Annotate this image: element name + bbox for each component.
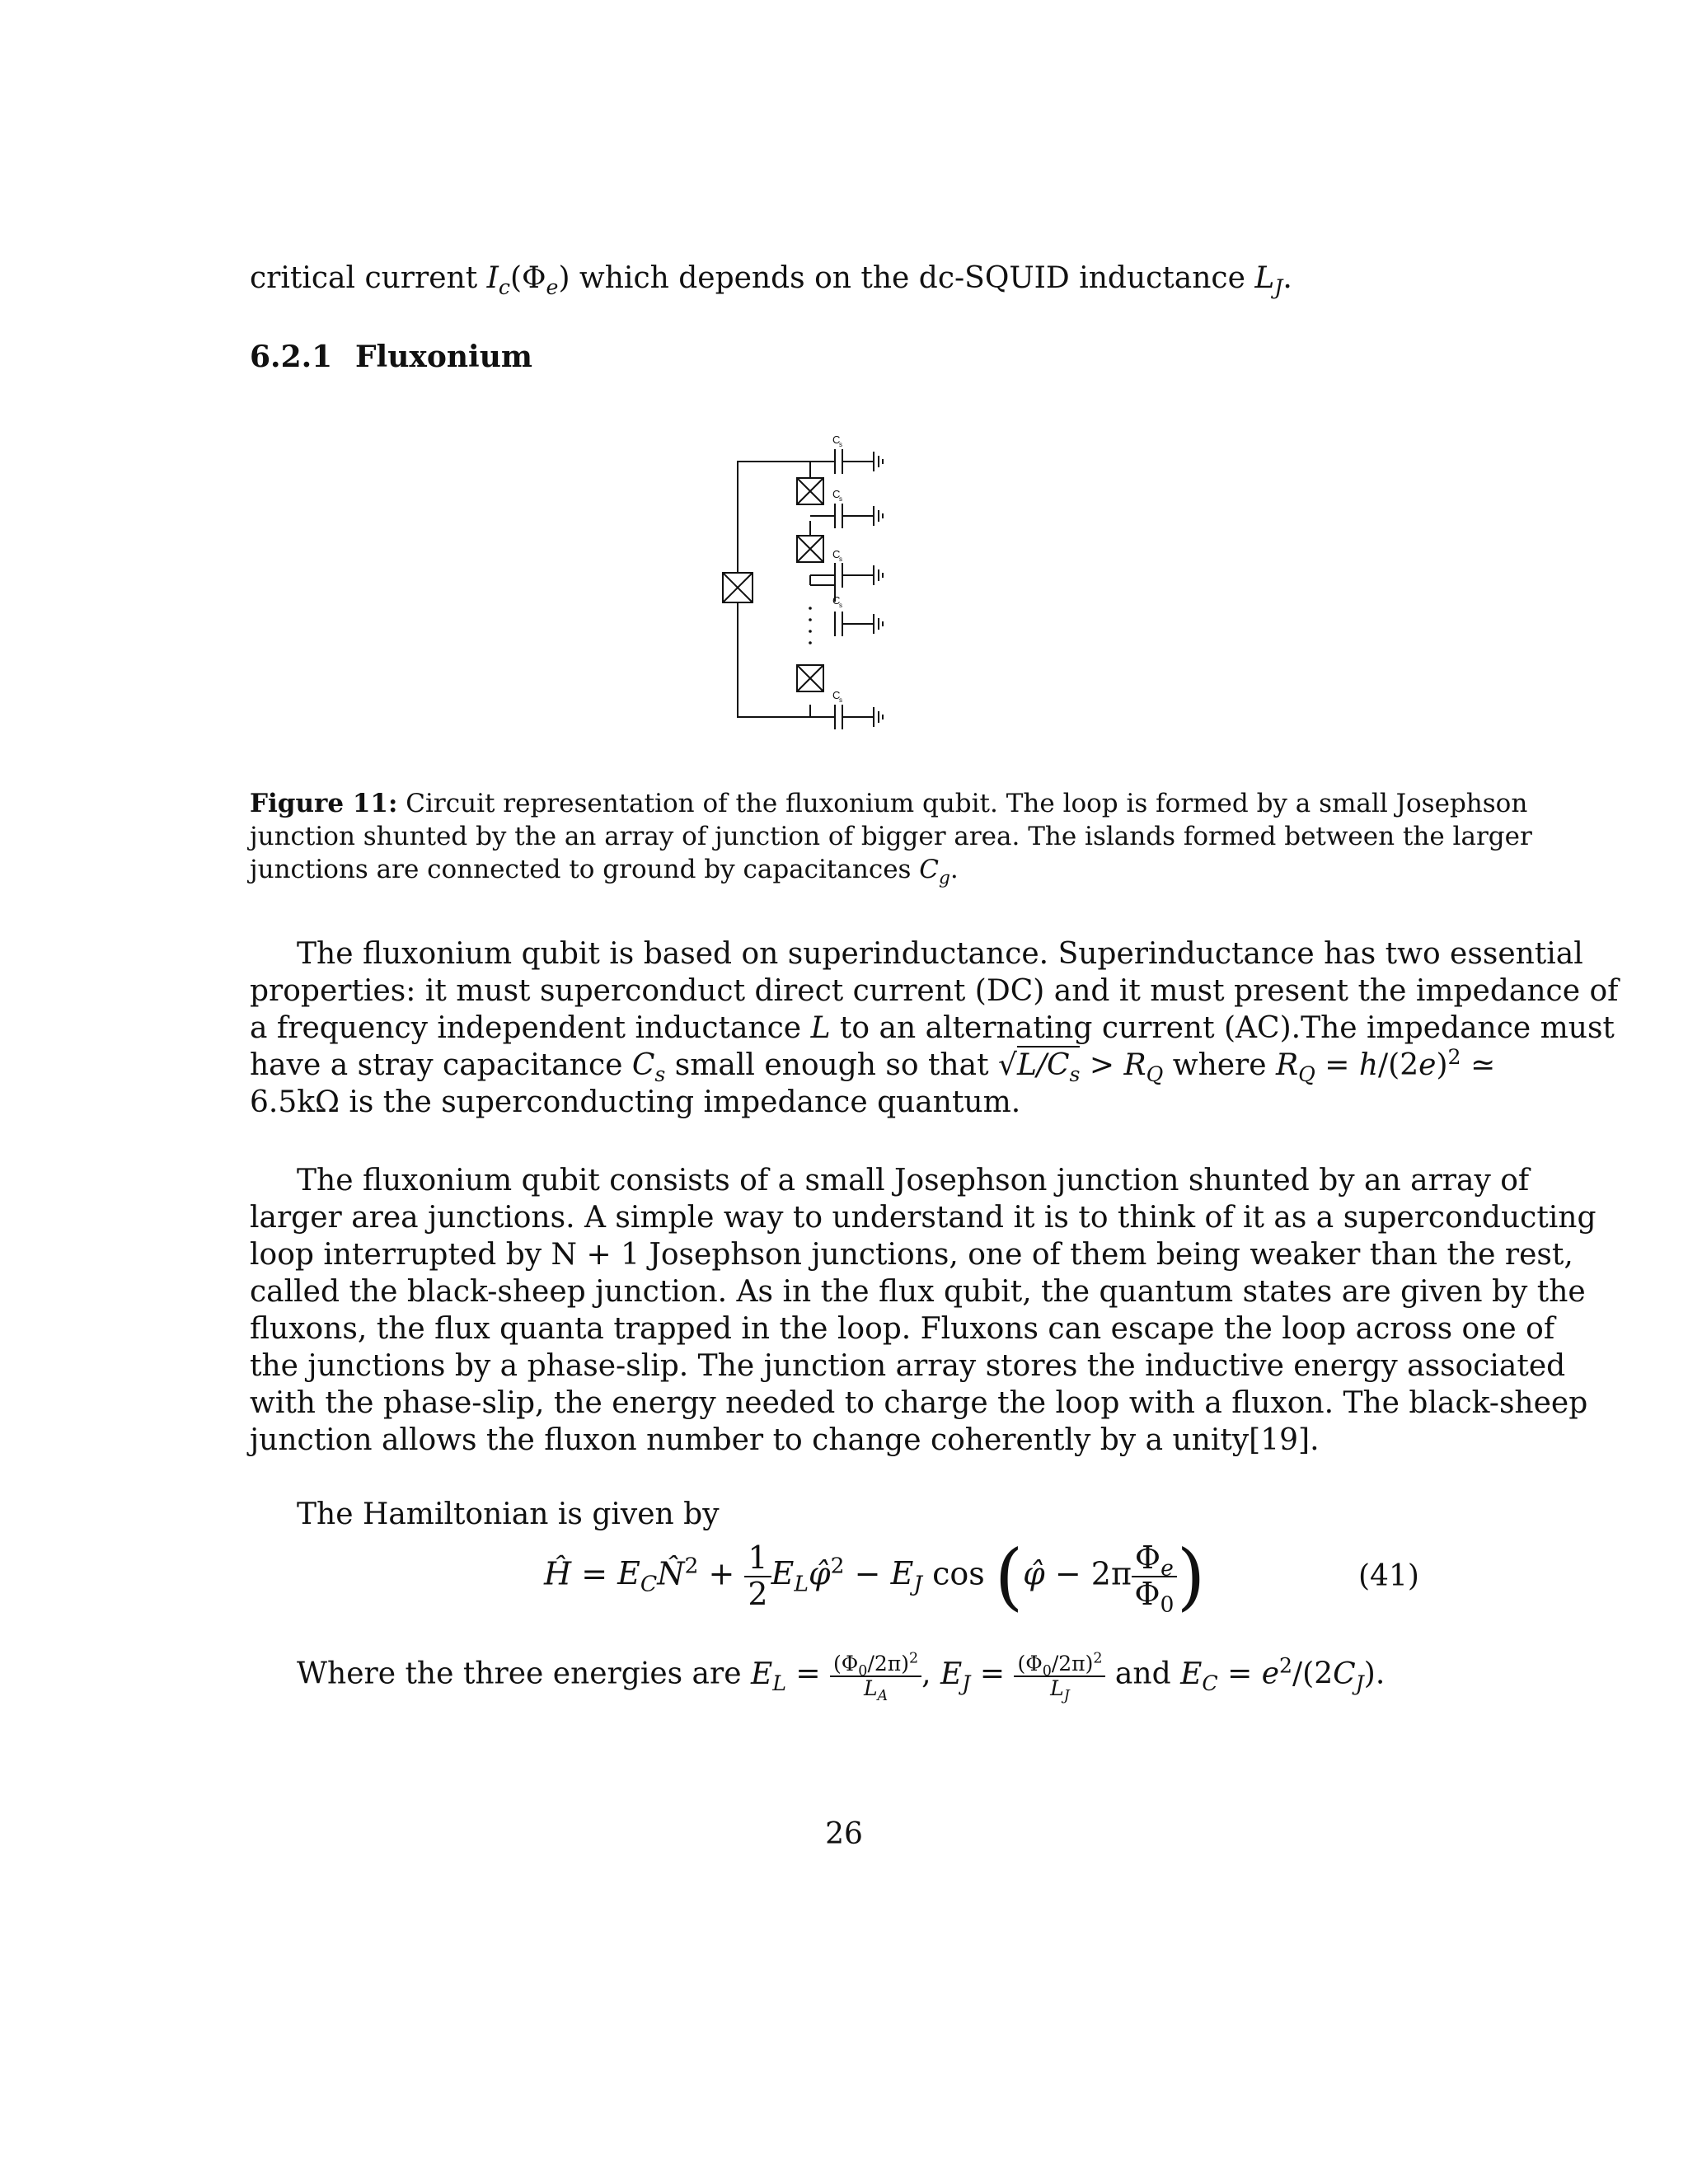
ground-capacitor bbox=[835, 563, 883, 588]
black-sheep-junction bbox=[723, 573, 753, 602]
cap-label: C bbox=[832, 594, 841, 607]
array-ellipsis bbox=[809, 607, 812, 644]
text-span: Circuit representation of the fluxonium qubit. The loop is formed by a small Josephson bbox=[406, 789, 1528, 818]
para2-line: The fluxonium qubit consists of a small Josephson junction shunted by an array of bbox=[297, 1164, 1530, 1197]
text-span: to an alternating current (AC).The impedance must bbox=[830, 1011, 1615, 1045]
section-heading bbox=[250, 340, 532, 374]
figure-caption-line bbox=[250, 820, 1532, 853]
fluxonium-circuit-diagram bbox=[717, 429, 964, 746]
text-span: junction shunted by the an array of junction of bigger area. The islands formed between the larger bbox=[250, 822, 1532, 851]
para2-line: with the phase-slip, the energy needed to charge the loop with a fluxon. The black-sheep bbox=[250, 1386, 1588, 1420]
text-span: small enough so that bbox=[665, 1048, 998, 1082]
equation-body: Ĥ = $E_CN̂^2$ + $\frac{1}{2}$ $E_L\varphî^2 - E_J$ cos (φ̂ − 2π $\frac{\Phi_e}{\Phi_0}$ ) bbox=[544, 1533, 1206, 1619]
cap-label: C bbox=[832, 488, 841, 500]
energies-line: Where the three energies are $E_L$ = $\frac{(\Phi_0/2\pi)^2}{L_A}$ , $E_J$ = $\frac{(\Phi_0/2\pi)^2}{L_J}$ and $E_C = e^2/(2C_J)$. bbox=[297, 1650, 1386, 1704]
para2-line: loop interrupted by N + 1 Josephson junctions, one of them being weaker than the rest, bbox=[250, 1238, 1573, 1272]
para2-line: larger area junctions. A simple way to understand it is to think of it as a superconducting bbox=[250, 1201, 1597, 1235]
math-lj: $L_J$ bbox=[1254, 261, 1283, 300]
para2-line: called the black-sheep junction. As in the flux qubit, the quantum states are given by the bbox=[250, 1275, 1586, 1309]
ground-capacitor bbox=[835, 705, 883, 729]
para1-line: properties: it must superconduct direct current (DC) and it must present the impedance of bbox=[250, 974, 1619, 1008]
cap-label-sub: s bbox=[839, 696, 842, 704]
cap-label-sub: s bbox=[839, 555, 842, 563]
page-number: 26 bbox=[825, 1817, 863, 1851]
para2-line: fluxons, the flux quanta trapped in the loop. Fluxons can escape the loop across one of bbox=[250, 1312, 1555, 1346]
text-span: junctions are connected to ground by capacitances bbox=[250, 855, 920, 884]
text-span: and bbox=[1105, 1657, 1181, 1691]
para2-line: junction allows the fluxon number to change coherently by a unity[19]. bbox=[250, 1423, 1320, 1457]
para1-line: a frequency independent inductance L to an alternating current (AC).The impedance must bbox=[250, 1011, 1615, 1045]
cap-label-sub: s bbox=[839, 441, 842, 448]
cap-label-sub: s bbox=[839, 602, 842, 609]
ground-capacitor bbox=[835, 449, 883, 474]
cap-label: C bbox=[832, 434, 841, 446]
text-span: a frequency independent inductance bbox=[250, 1011, 811, 1045]
ground-capacitor bbox=[835, 504, 883, 528]
para1-line: The fluxonium qubit is based on superinductance. Superinductance has two essential bbox=[297, 937, 1583, 971]
section-number: 6.2.1 bbox=[250, 340, 333, 374]
section-title: Fluxonium bbox=[355, 340, 532, 374]
para1-line: 6.5kΩ is the superconducting impedance quantum. bbox=[250, 1085, 1021, 1119]
para1-line: have a stray capacitance $C_s$ small enough so that $√L/C_s > R_Q$ where $R_Q = h/(2e)^2$ ≃ bbox=[250, 1045, 1496, 1087]
cap-label: C bbox=[832, 689, 841, 701]
math-ic: $I_c$ bbox=[486, 261, 510, 300]
array-junction bbox=[797, 665, 823, 691]
ground-capacitor bbox=[835, 612, 883, 636]
para2-line: the junctions by a phase-slip. The junction array stores the inductive energy associated bbox=[250, 1349, 1566, 1383]
cap-label-sub: s bbox=[839, 495, 842, 503]
figure-caption-line: junctions are connected to ground by capacitances $C_g$. bbox=[250, 855, 959, 889]
text-span: Where the three energies are bbox=[297, 1657, 751, 1691]
text-span: have a stray capacitance bbox=[250, 1048, 632, 1082]
hamiltonian-equation bbox=[0, 1533, 1688, 1624]
array-junction bbox=[797, 536, 823, 562]
equation-number: (41) bbox=[1358, 1559, 1419, 1593]
figure-caption-line bbox=[250, 787, 1528, 820]
cap-label: C bbox=[832, 548, 841, 560]
para3-line: The Hamiltonian is given by bbox=[297, 1497, 720, 1531]
text-span: where bbox=[1163, 1048, 1277, 1082]
text-span: which depends on the dc-SQUID inductance bbox=[570, 261, 1255, 295]
caption-label: Figure 11: bbox=[250, 789, 398, 818]
array-junction bbox=[797, 478, 823, 504]
text-line-top: critical current $I_c(\Phi_e)$ which depends on the dc-SQUID inductance $L_J$. bbox=[250, 261, 1292, 300]
text-span: critical current bbox=[250, 261, 487, 295]
